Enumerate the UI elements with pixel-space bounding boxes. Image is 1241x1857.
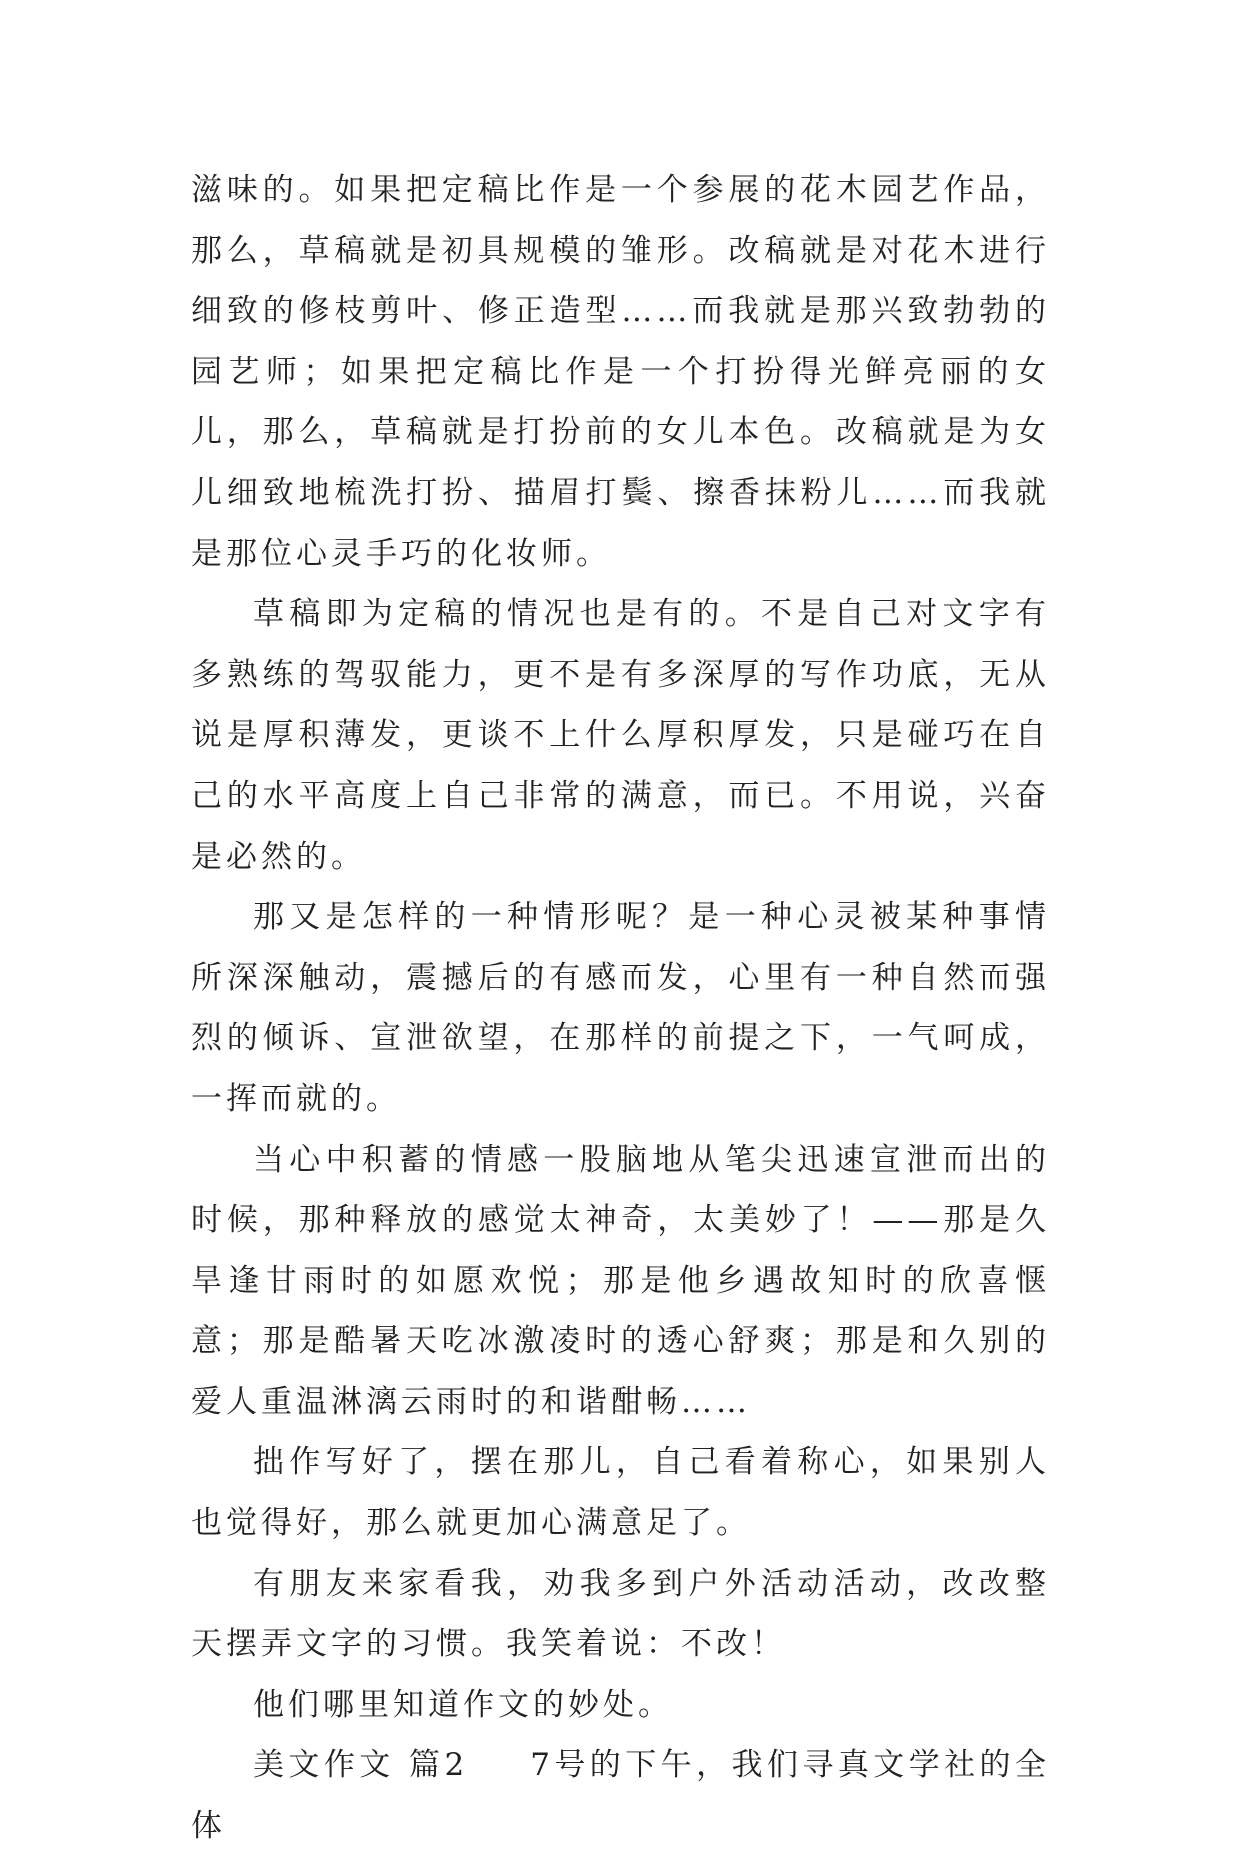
section-heading: 美文作文 篇2 [253,1747,469,1784]
section-first-line: 7号的下午，我们寻真文学社的全体 [191,1747,1050,1845]
paragraph-continuation: 滋味的。如果把定稿比作是一个参展的花木园艺作品，那么，草稿就是初具规模的雏形。改稿就是对花木进行细致的修枝剪叶、修正造型……而我就是那兴致勃勃的园艺师；如果把定稿比作是一个打扮得光鲜亮丽的女儿，那么，草稿就是打扮前的女儿本色。改稿就是为女儿细致地梳洗打扮、描眉打鬓、擦香抹粉儿……而我就是那位心灵手巧的化妆师。 [191,172,1050,572]
paragraph: 有朋友来家看我，劝我多到户外活动活动，改改整天摆弄文字的习惯。我笑着说：不改！ [191,1565,1050,1663]
paragraph: 他们哪里知道作文的妙处。 [253,1686,673,1723]
paragraph: 那又是怎样的一种情形呢？是一种心灵被某种事情所深深触动，震撼后的有感而发，心里有一种自然而强烈的倾诉、宣泄欲望，在那样的前提之下，一气呵成，一挥而就的。 [191,899,1050,1117]
document-body [191,160,1050,1857]
paragraph: 拙作写好了，摆在那儿，自己看着称心，如果别人也觉得好，那么就更加心满意足了。 [191,1444,1050,1542]
paragraph: 草稿即为定稿的情况也是有的。不是自己对文字有多熟练的驾驭能力，更不是有多深厚的写作功底，无从说是厚积薄发，更谈不上什么厚积厚发，只是碰巧在自己的水平高度上自己非常的满意，而已。不用说，兴奋是必然的。 [191,596,1050,875]
paragraph: 当心中积蓄的情感一股脑地从笔尖迅速宣泄而出的时候，那种释放的感觉太神奇，太美妙了！——那是久旱逢甘雨时的如愿欢悦；那是他乡遇故知时的欣喜惬意；那是酷暑天吃冰激凌时的透心舒爽；那是和久别的爱人重温淋漓云雨时的和谐酣畅…… [191,1141,1050,1420]
